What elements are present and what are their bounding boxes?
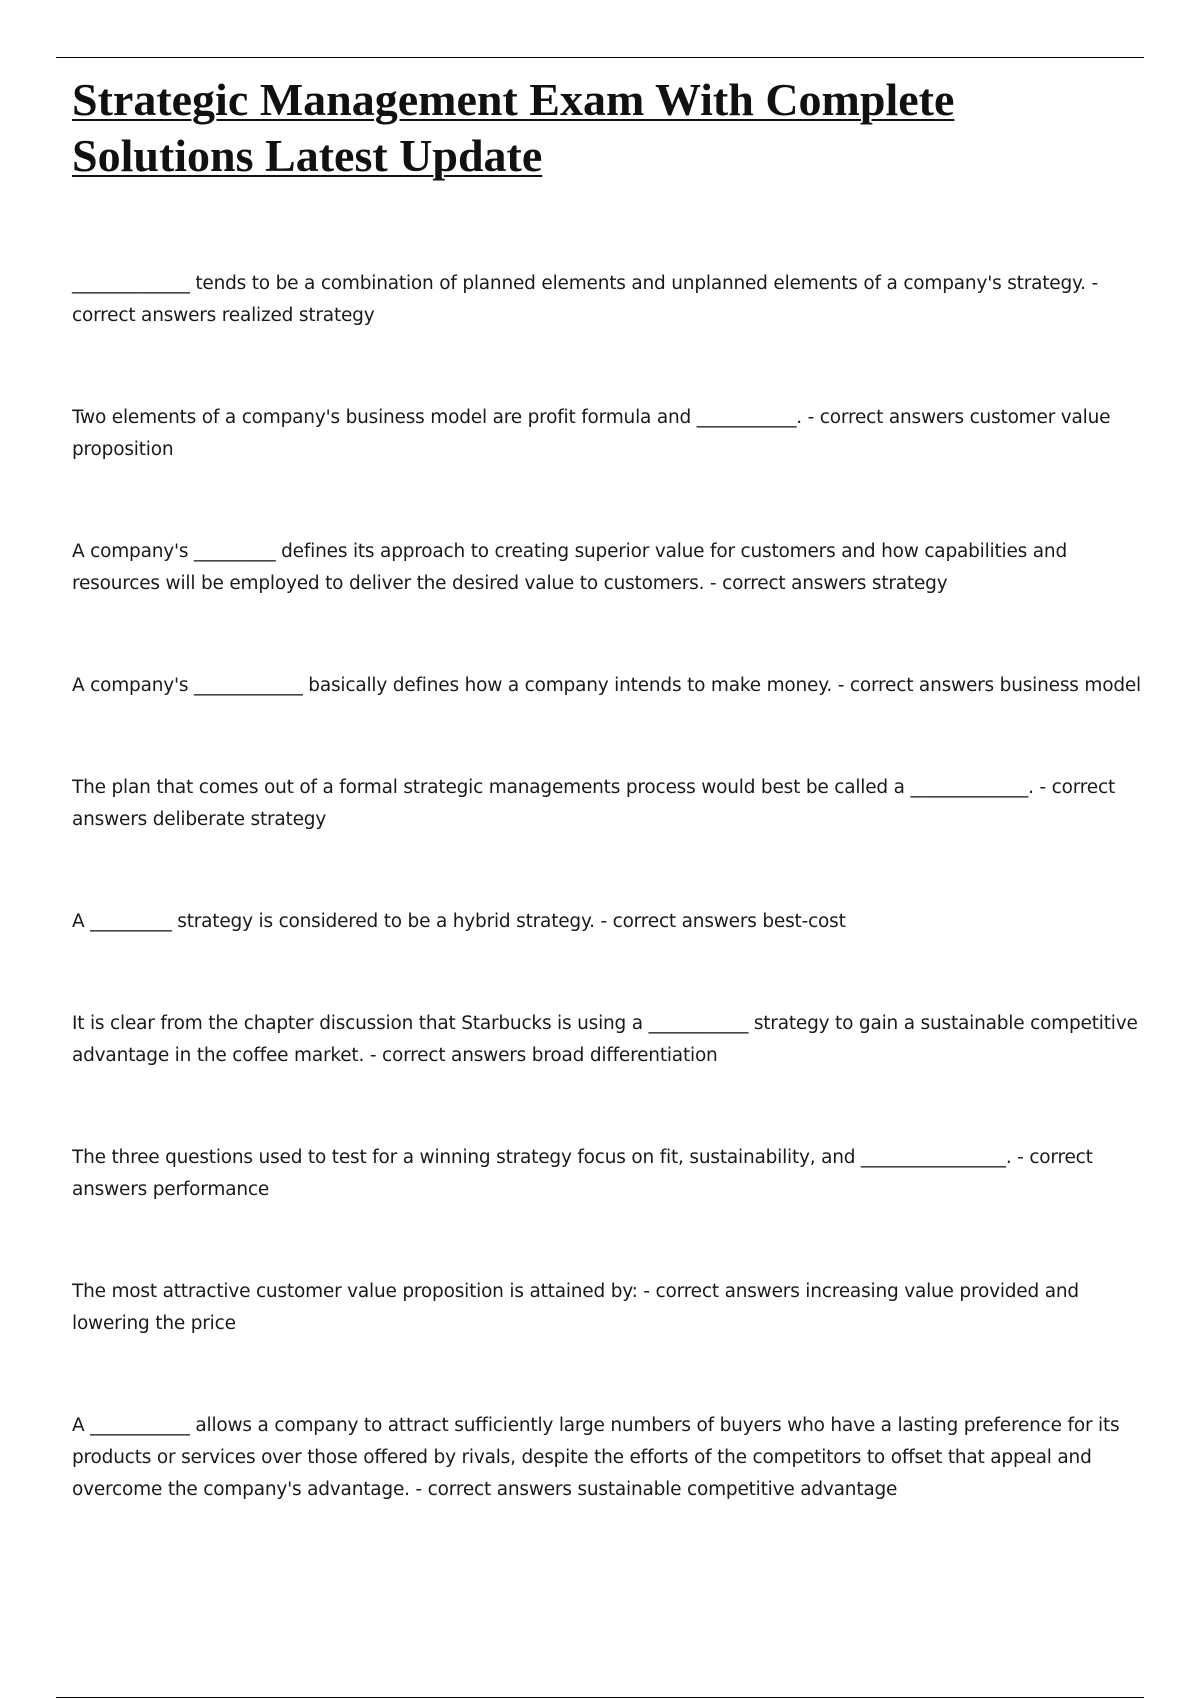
question-item: Two elements of a company's business model are profit formula and ___________. - correct answers customer value proposition <box>72 407 1111 460</box>
question-item: A _________ strategy is considered to be a hybrid strategy. - correct answers best-cost <box>72 911 846 932</box>
question-item: A company's _________ defines its approach to creating superior value for customers and how capabilities and resources will be employed to deliver the desired value to customers. - correct answers strategy <box>72 541 1067 594</box>
question-item: The plan that comes out of a formal strategic managements process would best be called a _____________. - correct answers deliberate strategy <box>72 777 1115 830</box>
question-item: It is clear from the chapter discussion that Starbucks is using a ___________ strategy to gain a sustainable competitive advantage in the coffee market. - correct answers broad differentiation <box>72 1013 1138 1066</box>
header-rule <box>56 57 1144 58</box>
question-list <box>72 268 1152 1506</box>
question-item: The most attractive customer value proposition is attained by: - correct answers increasing value provided and lowering the price <box>72 1281 1079 1334</box>
question-item: The three questions used to test for a winning strategy focus on fit, sustainability, and ________________. - correct answers performance <box>72 1147 1093 1200</box>
title-line-1: Strategic Management Exam With Complete <box>72 74 955 125</box>
title-line-2: Solutions Latest Update <box>72 130 543 181</box>
question-item: A ___________ allows a company to attract sufficiently large numbers of buyers who have a lasting preference for its products or services over those offered by rivals, despite the efforts of the competitors to offset that appeal and overcome the company's advantage. - correct answers sustainable competitive advantage <box>72 1415 1120 1500</box>
footer-rule <box>56 1697 1144 1698</box>
document-page <box>72 72 1152 1576</box>
question-item: _____________ tends to be a combination of planned elements and unplanned elements of a company's strategy. - correct answers realized strategy <box>72 273 1098 326</box>
document-title <box>72 72 1152 184</box>
question-item: A company's ____________ basically defines how a company intends to make money. - correct answers business model <box>72 675 1141 696</box>
